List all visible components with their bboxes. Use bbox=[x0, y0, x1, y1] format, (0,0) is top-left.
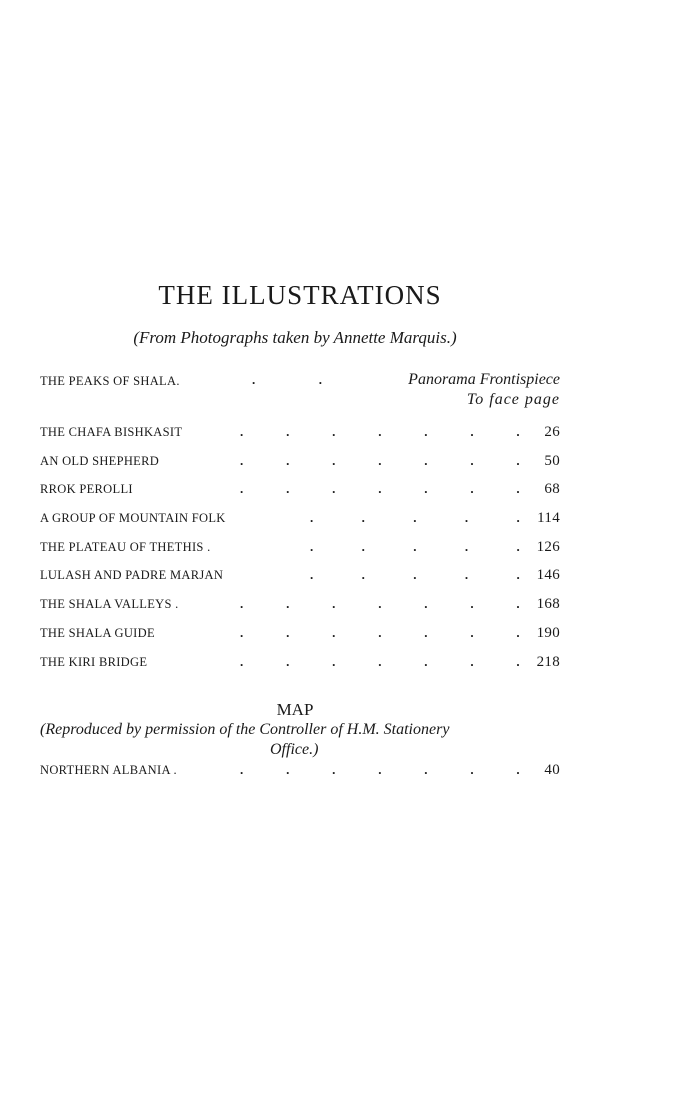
leader-dots: . . . . . . . bbox=[240, 624, 520, 640]
leader-dots: . . . . . . . bbox=[240, 452, 520, 468]
list-item bbox=[40, 447, 560, 476]
leader-dots: . . . . . bbox=[310, 567, 520, 583]
item-page: 68 bbox=[544, 481, 560, 498]
list-item bbox=[40, 504, 560, 533]
map-note-line-1: (Reproduced by permission of the Controller of H.M. Stationery bbox=[40, 721, 450, 738]
item-label: NORTHERN ALBANIA . bbox=[40, 763, 177, 777]
panorama-note: Panorama Frontispiece bbox=[408, 371, 560, 388]
item-page: 50 bbox=[544, 452, 560, 469]
page-title: THE ILLUSTRATIONS bbox=[158, 280, 442, 310]
frontispiece-label: THE PEAKS OF SHALA. bbox=[40, 374, 180, 388]
item-label: THE SHALA GUIDE bbox=[40, 625, 155, 640]
item-label: THE PLATEAU OF THETHIS . bbox=[40, 539, 211, 554]
item-label: LULASH AND PADRE MARJAN bbox=[40, 568, 224, 583]
leader-dots: . . . . . bbox=[310, 510, 520, 526]
item-label: THE CHAFA BISHKASIT bbox=[40, 425, 183, 439]
leader-dots: . . . . . . . bbox=[240, 762, 520, 777]
illustrations-list bbox=[40, 418, 560, 676]
map-note-line-2: Office.) bbox=[270, 741, 319, 758]
item-label: A GROUP OF MOUNTAIN FOLK bbox=[40, 511, 226, 526]
list-item bbox=[40, 619, 560, 648]
leader-dots: . . . . . . . bbox=[240, 424, 520, 439]
leader-dots: . . . . . . . bbox=[240, 653, 520, 669]
map-heading: MAP bbox=[276, 700, 314, 719]
item-page: 114 bbox=[537, 510, 560, 527]
item-page: 190 bbox=[536, 624, 560, 641]
map-note bbox=[40, 720, 560, 760]
list-item bbox=[40, 756, 560, 785]
list-item bbox=[40, 475, 560, 504]
subtitle: (From Photographs taken by Annette Marquis.) bbox=[133, 328, 457, 347]
list-item bbox=[40, 648, 560, 677]
leader-dots: . . . . . . . bbox=[240, 596, 520, 612]
list-item bbox=[40, 561, 560, 590]
map-list bbox=[40, 756, 560, 785]
item-label: AN OLD SHEPHERD bbox=[40, 453, 160, 468]
list-item bbox=[40, 590, 560, 619]
item-label: THE SHALA VALLEYS . bbox=[40, 597, 179, 612]
item-page: 218 bbox=[536, 653, 560, 670]
list-item bbox=[40, 418, 560, 447]
leader-dots: . . . . . bbox=[310, 538, 520, 554]
item-label: RROK PEROLLI bbox=[40, 482, 133, 497]
item-page: 126 bbox=[536, 538, 560, 555]
item-page: 40 bbox=[544, 762, 560, 778]
item-page: 168 bbox=[536, 596, 560, 613]
list-item bbox=[40, 533, 560, 562]
item-page: 146 bbox=[536, 567, 560, 584]
face-page-note: To face page bbox=[466, 391, 560, 408]
leader-dots: . . . . . . . bbox=[240, 481, 520, 497]
item-label: THE KIRI BRIDGE bbox=[40, 654, 148, 669]
frontispiece-row bbox=[40, 370, 560, 410]
leader-dots: . . bbox=[252, 372, 322, 387]
item-page: 26 bbox=[544, 424, 560, 440]
